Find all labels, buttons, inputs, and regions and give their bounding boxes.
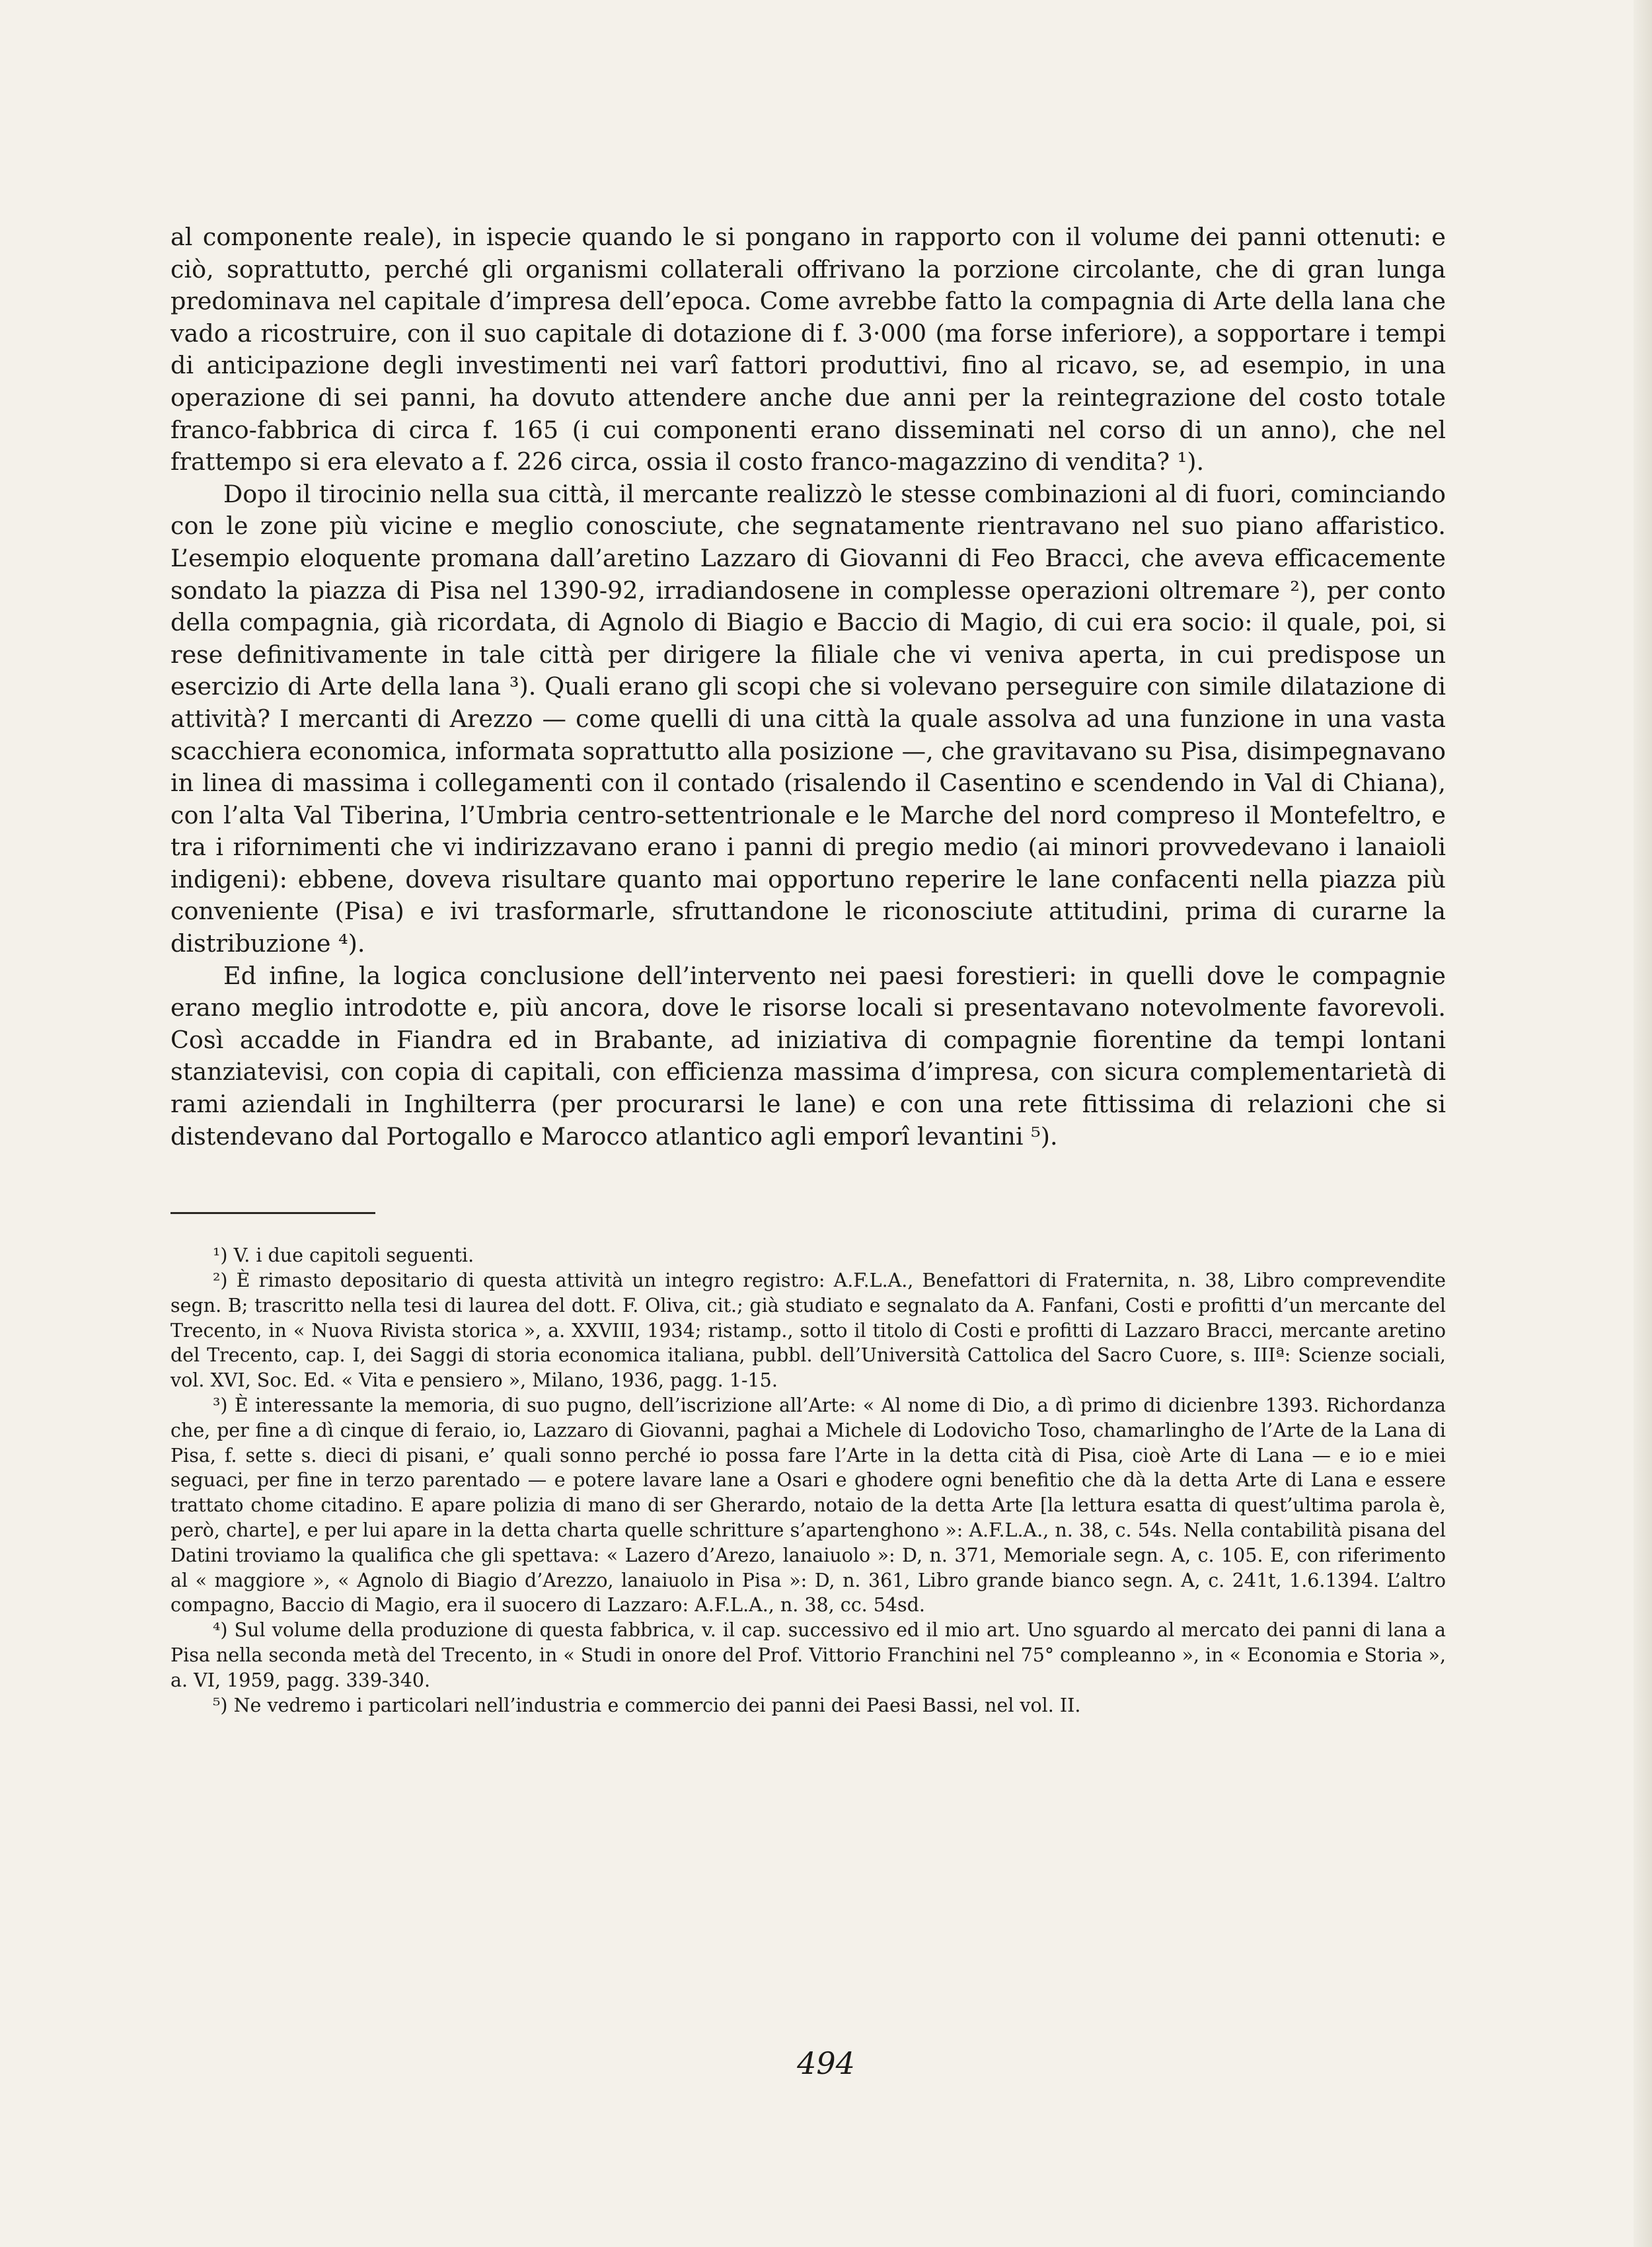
text-block	[170, 221, 1446, 1718]
body-paragraph: Dopo il tirocinio nella sua città, il mercante realizzò le stesse combinazioni al di fuori, cominciando con le zone più vicine e meglio conosciute, che segnatamente rientravano nel suo piano affaristico. L’esempio eloquente promana dall’aretino Lazzaro di Giovanni di Feo Bracci, che aveva efficacemente sondato la piazza di Pisa nel 1390-92, irradiandosene in complesse operazioni oltremare ²), per conto della compagnia, già ricordata, di Agnolo di Biagio e Baccio di Magio, di cui era socio: il quale, poi, si rese definitivamente in tale città per dirigere la filiale che vi veniva aperta, in cui predispose un esercizio di Arte della lana ³). Quali erano gli scopi che si volevano perseguire con simile dilatazione di attività? I mercanti di Arezzo — come quelli di una città la quale assolva ad una funzione in una vasta scacchiera economica, informata soprattutto alla posizione —, che gravitavano su Pisa, disimpegnavano in linea di massima i collegamenti con il contado (risalendo il Casentino e scendendo in Val di Chiana), con l’alta Val Tiberina, l’Umbria centro-settentrionale e le Marche del nord compreso il Montefeltro, e tra i rifornimenti che vi indirizzavano erano i panni di pregio medio (ai minori provvedevano i lanaioli indigeni): ebbene, doveva risultare quanto mai opportuno reperire le lane confacenti nella piazza più conveniente (Pisa) e ivi trasformarle, sfruttandone le riconosciute attitudini, prima di curarne la distribuzione ⁴).	[170, 479, 1446, 958]
footnote: ²) È rimasto depositario di questa attività un integro registro: A.F.L.A., Benefattori di Fraternita, n. 38, Libro comprevendite segn. B; trascritto nella tesi di laurea del dott. F. Oliva, cit.; già studiato e segnalato da A. Fanfani, Costi e profitti d’un mercante del Trecento, in « Nuova Rivista storica », a. XXVIII, 1934; ristamp., sotto il titolo di Costi e profitti di Lazzaro Bracci, mercante aretino del Trecento, cap. I, dei Saggi di storia economica italiana, pubbl. dell’Università Cattolica del Sacro Cuore, s. IIIª: Scienze sociali, vol. XVI, Soc. Ed. « Vita e pensiero », Milano, 1936, pagg. 1-15.	[170, 1270, 1446, 1392]
body-paragraph: Ed infine, la logica conclusione dell’intervento nei paesi forestieri: in quelli dove le compagnie erano meglio introdotte e, più ancora, dove le risorse locali si presentavano notevolmente favorevoli. Così accadde in Fiandra ed in Brabante, ad iniziativa di compagnie fiorentine da tempi lontani stanziatevisi, con copia di capitali, con efficienza massima d’impresa, con sicura complementarietà di rami aziendali in Inghilterra (per procurarsi le lane) e con una rete fittissima di relazioni che si distendevano dal Portogallo e Marocco atlantico agli emporî levantini ⁵).	[170, 961, 1446, 1151]
footnote: ⁵) Ne vedremo i particolari nell’industria e commercio dei panni dei Paesi Bassi, nel vol. II.	[213, 1694, 1081, 1716]
page-edge	[1633, 0, 1652, 2247]
footnote: ³) È interessante la memoria, di suo pugno, dell’iscrizione all’Arte: « Al nome di Dio, a dì primo di dicienbre 1393. Richordanza che, per fine a dì cinque di feraio, io, Lazzaro di Giovanni, paghai a Michele di Lodovicho Toso, chamarlingho de l’Arte de la Lana di Pisa, f. sette s. dieci di pisani, e’ quali sonno perché io possa fare l’Arte in la detta cità di Pisa, cioè Arte di Lana — e io e miei seguaci, per fine in terzo parentado — e potere lavare lane a Osari e ghodere ogni benefitio che dà la detta Arte di Lana e essere trattato chome citadino. E apare polizia di mano di ser Gherardo, notaio de la detta Arte [la lettura esatta di quest’ultima parola è, però, charte], e per lui apare in la detta charta quelle schritture s’apartenghono »: A.F.L.A., n. 38, c. 54s. Nella contabilità pisana del Datini troviamo la qualifica che gli spettava: « Lazero d’Arezo, lanaiuolo »: D, n. 371, Memoriale segn. A, c. 105. E, con riferimento al « maggiore », « Agnolo di Biagio d’Arezzo, lanaiuolo in Pisa »: D, n. 361, Libro grande bianco segn. A, c. 241t, 1.6.1394. L’altro compagno, Baccio di Magio, era il suocero di Lazzaro: A.F.L.A., n. 38, cc. 54sd.	[170, 1394, 1446, 1617]
main-text	[170, 221, 1446, 1153]
footnotes	[170, 1243, 1446, 1718]
body-paragraph: al componente reale), in ispecie quando le si pongano in rapporto con il volume dei panni ottenuti: e ciò, soprattutto, perché gli organismi collaterali offrivano la porzione circolante, che di gran lunga predominava nel capitale d’impresa dell’epoca. Come avrebbe fatto la compagnia di Arte della lana che vado a ricostruire, con il suo capitale di dotazione di f. 3·000 (ma forse inferiore), a sopportare i tempi di anticipazione degli investimenti nei varî fattori produttivi, fino al ricavo, se, ad esempio, in una operazione di sei panni, ha dovuto attendere anche due anni per la reintegrazione del costo totale franco-fabbrica di circa f. 165 (i cui componenti erano disseminati nel corso di un anno), che nel frattempo si era elevato a f. 226 circa, ossia il costo franco-magazzino di vendita? ¹).	[170, 223, 1446, 476]
page-number: 494	[797, 2045, 855, 2081]
footnote: ⁴) Sul volume della produzione di questa fabbrica, v. il cap. successivo ed il mio art. Uno sguardo al mercato dei panni di lana a Pisa nella seconda metà del Trecento, in « Studi in onore del Prof. Vittorio Franchini nel 75° compleanno », in « Economia e Storia », a. VI, 1959, pagg. 339-340.	[170, 1619, 1446, 1691]
footnote-separator	[170, 1212, 375, 1214]
footnote: ¹) V. i due capitoli seguenti.	[213, 1244, 474, 1267]
